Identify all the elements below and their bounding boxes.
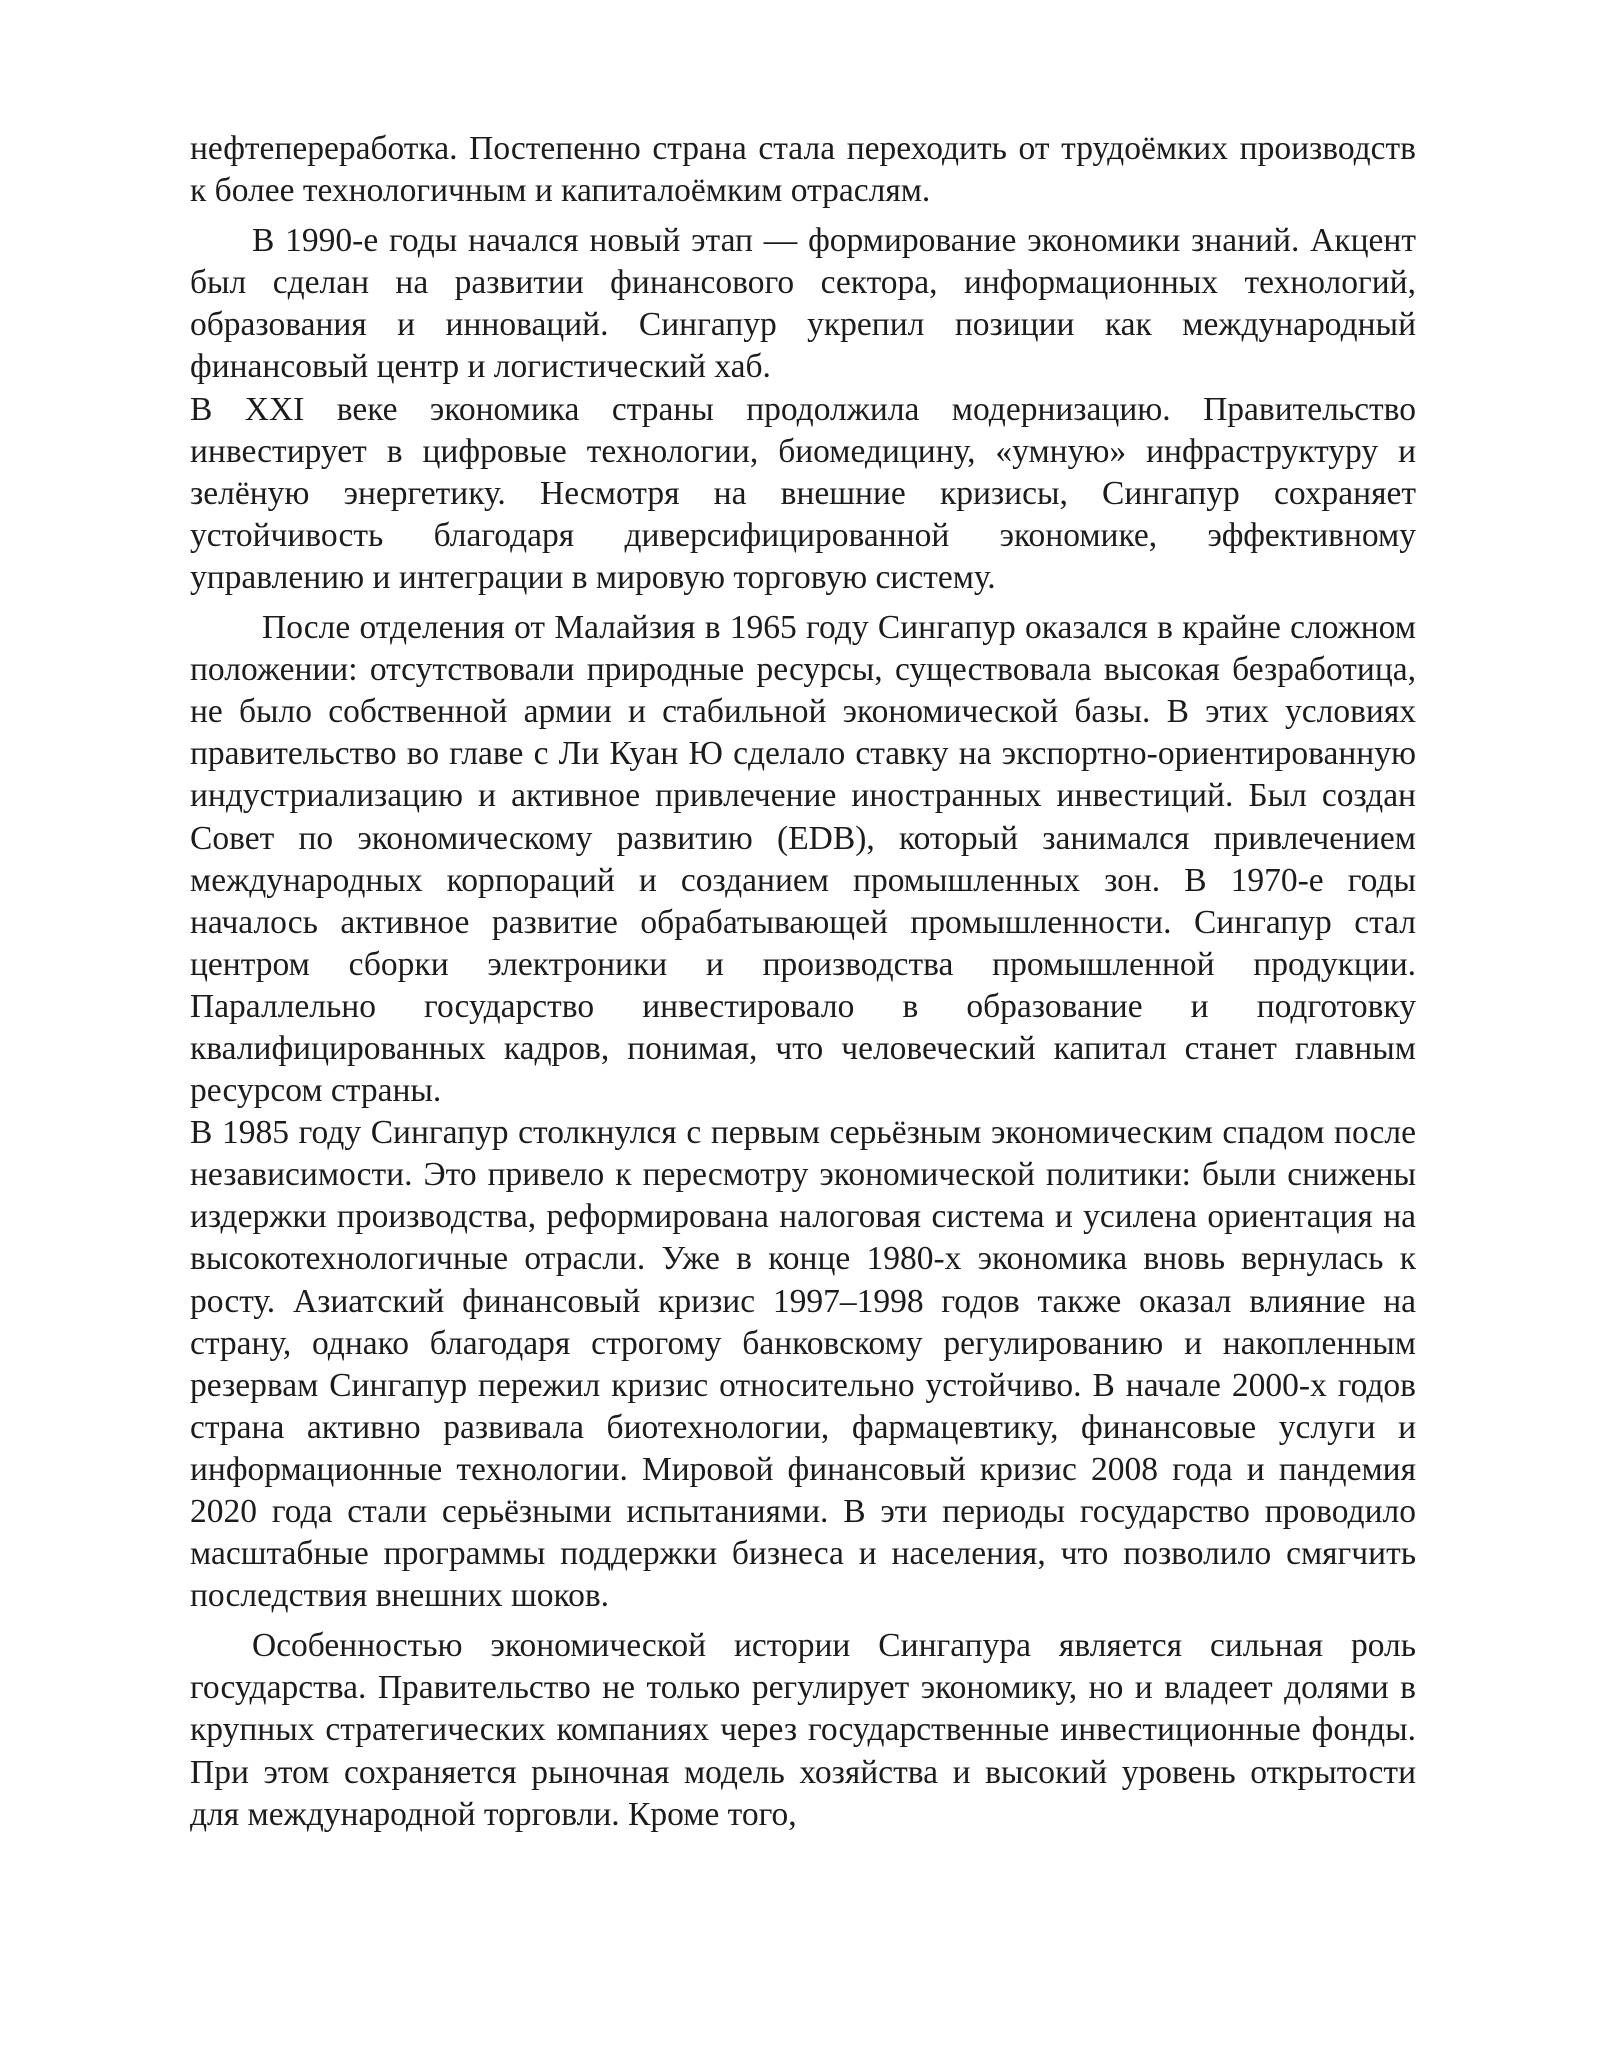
paragraph-5: В 1985 году Сингапур столкнулся с первым серьёзным экономическим спадом после независимости. Это привело к пересмотру экономической политики: были снижены издержки производства, реформирована налоговая система и усилена ориентация на высокотехнологичные отрасли. Уже в конце 1980-х экономика вновь вернулась к росту. Азиатский финансовый кризис 1997–1998 годов также оказал влияние на страну, однако благодаря строгому банковскому регулированию и накопленным резервам Сингапур пережил кризис относительно устойчиво. В начале 2000-х годов страна активно развивала биотехнологии, фармацевтику, финансовые услуги и информационные технологии. Мировой финансовый кризис 2008 года и пандемия 2020 года стали серьёзными испытаниями. В эти периоды государство проводило масштабные программы поддержки бизнеса и населения, что позволило смягчить последствия внешних шоков.	[190, 1114, 1416, 1615]
paragraph-1: нефтепереработка. Постепенно страна стала переходить от трудоёмких производств к более технологичным и капиталоёмким отраслям.	[190, 130, 1416, 210]
paragraph-3: В XXI веке экономика страны продолжила модернизацию. Правительство инвестирует в цифровые технологии, биомедицину, «умную» инфраструктуру и зелёную энергетику. Несмотря на внешние кризисы, Сингапур сохраняет устойчивость благодаря диверсифицированной экономике, эффективному управлению и интеграции в мировую торговую систему.	[190, 390, 1416, 596]
paragraph-2: В 1990-е годы начался новый этап — формирование экономики знаний. Акцент был сделан на развитии финансового сектора, информационных технологий, образования и инноваций. Сингапур укрепил позиции как международный финансовый центр и логистический хаб.	[190, 222, 1416, 386]
paragraph-4: После отделения от Малайзия в 1965 году Сингапур оказался в крайне сложном положении: отсутствовали природные ресурсы, существовала высокая безработица, не было собственной армии и стабильной экономической базы. В этих условиях правительство во главе с Ли Куан Ю сделало ставку на экспортно-ориентированную индустриализацию и активное привлечение иностранных инвестиций. Был создан Совет по экономическому развитию (EDB), который занимался привлечением международных корпораций и созданием промышленных зон. В 1970-е годы началось активное развитие обрабатывающей промышленности. Сингапур стал центром сборки электроники и производства промышленной продукции. Параллельно государство инвестировало в образование и подготовку квалифицированных кадров, понимая, что человеческий капитал станет главным ресурсом страны.	[190, 609, 1416, 1110]
paragraph-6: Особенностью экономической истории Сингапура является сильная роль государства. Правительство не только регулирует экономику, но и владеет долями в крупных стратегических компаниях через государственные инвестиционные фонды. При этом сохраняется рыночная модель хозяйства и высокий уровень открытости для международной торговли. Кроме того,	[190, 1627, 1416, 1833]
document-body	[190, 128, 1416, 1836]
